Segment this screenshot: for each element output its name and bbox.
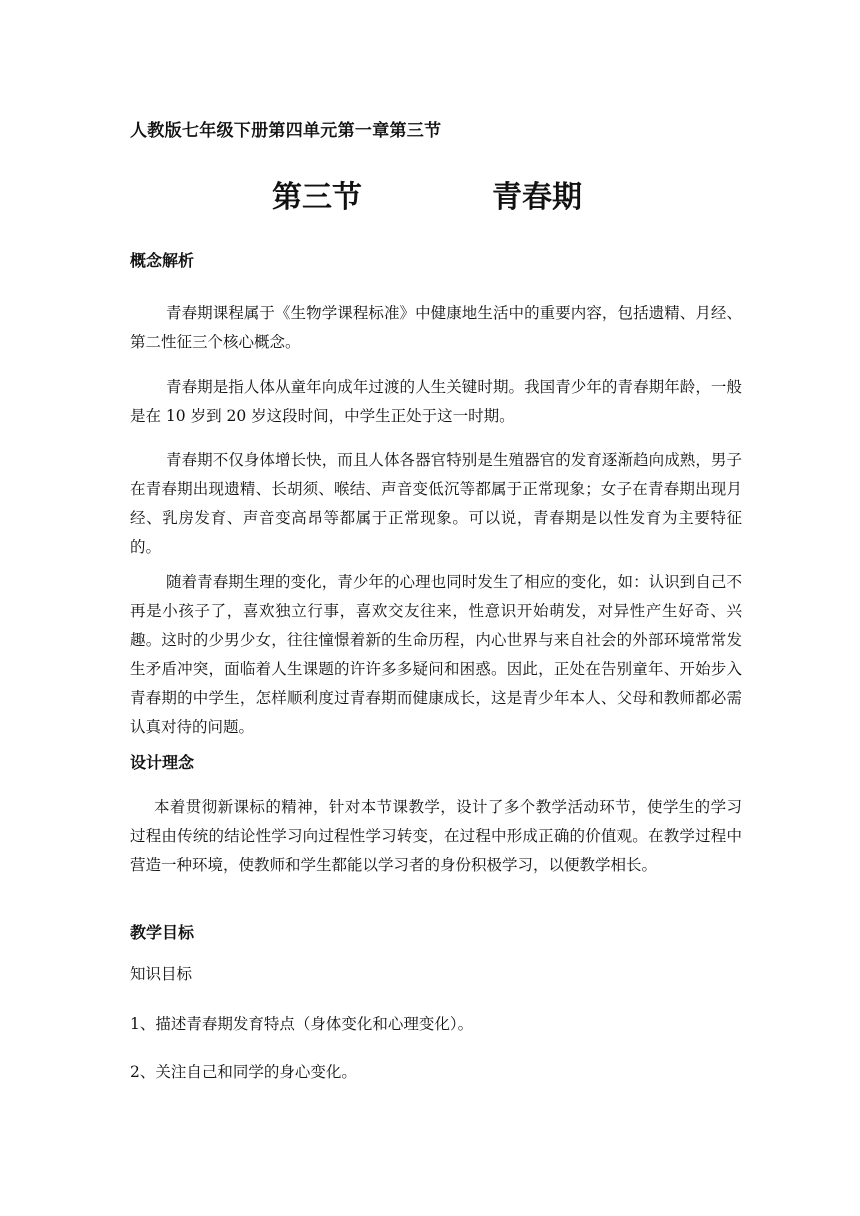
concept-paragraph-4: 随着青春期生理的变化，青少年的心理也同时发生了相应的变化，如：认识到自己不再是小孩子了，喜欢独立行事，喜欢交友往来，性意识开始萌发，对异性产生好奇、兴趣。这时的少男少女，往往憧憬着新的生命历程，内心世界与来自社会的外部环境常常发生矛盾冲突，面临着人生课题的许许多多疑问和困惑。因此，正处在告别童年、开始步入青春期的中学生，怎样顺利度过青春期而健康成长，这是青少年本人、父母和教师都必需认真对待的问题。 bbox=[130, 573, 742, 736]
concept-paragraph-2: 青春期是指人体从童年向成年过渡的人生关键时期。我国青少年的青春期年龄，一般是在 10 岁到 20 岁这段时间，中学生正处于这一时期。 bbox=[130, 378, 742, 425]
concept-paragraph-3: 青春期不仅身体增长快，而且人体各器官特别是生殖器官的发育逐渐趋向成熟，男子在青春期出现遗精、长胡须、喉结、声音变低沉等都属于正常现象；女子在青春期出现月经、乳房发育、声音变高昂等都属于正常现象。可以说，青春期是以性发育为主要特征的。 bbox=[130, 451, 742, 556]
title-section-number: 第三节 bbox=[272, 180, 362, 215]
page-title bbox=[272, 172, 582, 216]
document-subtitle: 人教版七年级下册第四单元第一章第三节 bbox=[130, 121, 442, 141]
heading-concept: 概念解析 bbox=[130, 251, 195, 270]
heading-design: 设计理念 bbox=[130, 753, 195, 772]
goals-subheading: 知识目标 bbox=[130, 965, 193, 983]
design-paragraph-1: 本着贯彻新课标的精神，针对本节课教学，设计了多个教学活动环节，使学生的学习过程由传统的结论性学习向过程性学习转变，在过程中形成正确的价值观。在教学过程中营造一种环境，使教师和学生都能以学习者的身份积极学习，以便教学相长。 bbox=[130, 798, 742, 874]
goals-item-1: 1、描述青春期发育特点（身体变化和心理变化）。 bbox=[130, 1015, 474, 1033]
title-topic: 青春期 bbox=[492, 180, 582, 215]
heading-goals: 教学目标 bbox=[130, 923, 195, 942]
concept-paragraph-1: 青春期课程属于《生物学课程标准》中健康地生活中的重要内容，包括遗精、月经、第二性征三个核心概念。 bbox=[130, 304, 742, 351]
goals-item-2: 2、关注自己和同学的身心变化。 bbox=[130, 1063, 357, 1081]
